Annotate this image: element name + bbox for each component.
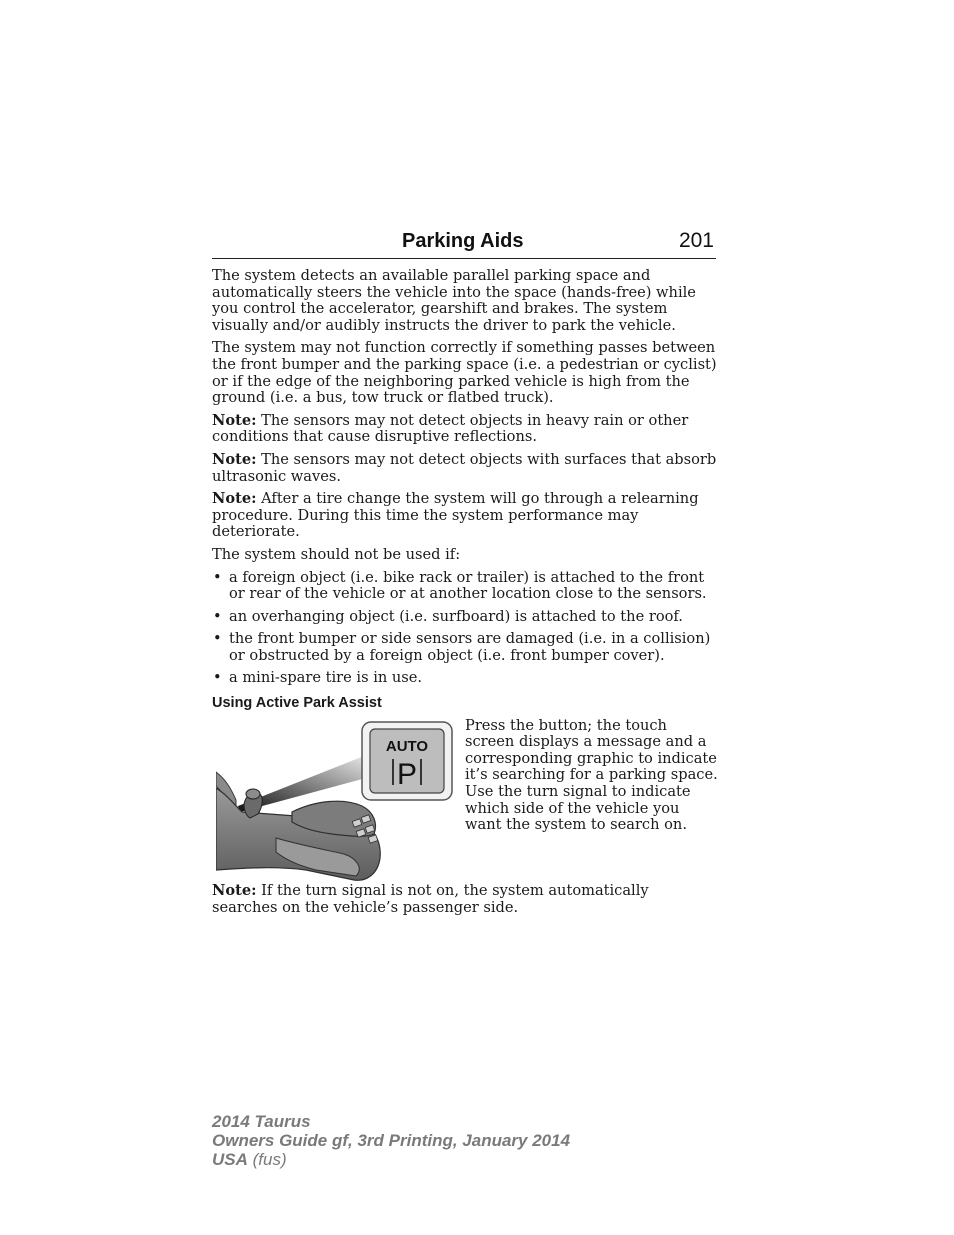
list-item xyxy=(212,570,718,603)
note-label: Note: xyxy=(212,450,257,468)
auto-label: AUTO xyxy=(385,737,429,755)
figure-block xyxy=(212,718,718,900)
note-tire-change xyxy=(212,491,718,541)
note-label: Note: xyxy=(212,882,257,899)
list-item-text: an overhanging object (i.e. surfboard) is attached to the roof. xyxy=(229,607,683,625)
paragraph-intro: The system detects an available parallel parking space and automatically steers the vehicle into the space (hands-free) while you control the accelerator, gearshift and brakes. The system visually and/or audibly instructs the driver to park the vehicle. xyxy=(212,267,696,334)
footer-country: USA xyxy=(212,1150,248,1169)
bullet-glyph: • xyxy=(213,669,222,687)
list-item xyxy=(212,609,718,626)
paragraph-limitations: The system may not function correctly if something passes between the front bumper and the parking space (i.e. a pedestrian or cyclist) or if the edge of the neighboring parked vehicle is high from the ground (i.e. a bus, tow truck or flatbed truck). xyxy=(212,339,717,407)
note-ultrasonic xyxy=(212,452,718,485)
list-item xyxy=(212,631,718,664)
list-item-text: a foreign object (i.e. bike rack or trailer) is attached to the front or rear of the vehicle or at another location close to the sensors. xyxy=(229,568,707,603)
shifter-knob xyxy=(246,789,260,799)
list-intro: The system should not be used if: xyxy=(212,545,461,563)
list-item xyxy=(212,670,718,687)
bullet-glyph: • xyxy=(213,607,222,625)
note-label: Note: xyxy=(212,490,257,508)
active-park-assist-illustration xyxy=(216,720,460,886)
main-content xyxy=(212,268,718,900)
page-number: 201 xyxy=(678,229,714,252)
bullet-glyph: • xyxy=(213,630,222,648)
bullet-glyph: • xyxy=(213,568,222,586)
note-text: The sensors may not detect objects in heavy rain or other conditions that cause disruptive reflections. xyxy=(212,411,689,446)
subsection-heading: Using Active Park Assist xyxy=(212,695,382,712)
page-footer xyxy=(212,1112,570,1169)
auto-park-button xyxy=(362,722,452,800)
list-item-text: a mini-spare tire is in use. xyxy=(229,669,423,687)
note-text: The sensors may not detect objects with surfaces that absorb ultrasonic waves. xyxy=(212,450,717,485)
restriction-list xyxy=(212,570,718,688)
note-rain xyxy=(212,413,718,446)
note-label: Note: xyxy=(212,411,257,429)
footer-code: (fus) xyxy=(247,1150,287,1169)
page-header xyxy=(212,228,716,259)
note-text: After a tire change the system will go through a relearning procedure. During this time the system performance may deteriorate. xyxy=(212,490,699,541)
note-turn-signal xyxy=(212,883,718,916)
footer-edition: Owners Guide gf, 3rd Printing, January 2014 xyxy=(212,1131,571,1150)
section-title: Parking Aids xyxy=(402,230,524,252)
p-label: P xyxy=(396,757,418,791)
figure-description: Press the button; the touch screen displays a message and a corresponding graphic to indicate it’s searching for a parking space. Use the turn signal to indicate which side of the vehicle you want the system to search on. xyxy=(465,716,718,834)
footer-market xyxy=(212,1150,570,1169)
note-text: If the turn signal is not on, the system automatically searches on the vehicle’s passenger side. xyxy=(212,882,649,916)
footer-model: 2014 Taurus xyxy=(212,1112,311,1131)
list-item-text: the front bumper or side sensors are damaged (i.e. in a collision) or obstructed by a foreign object (i.e. front bumper cover). xyxy=(229,630,711,664)
